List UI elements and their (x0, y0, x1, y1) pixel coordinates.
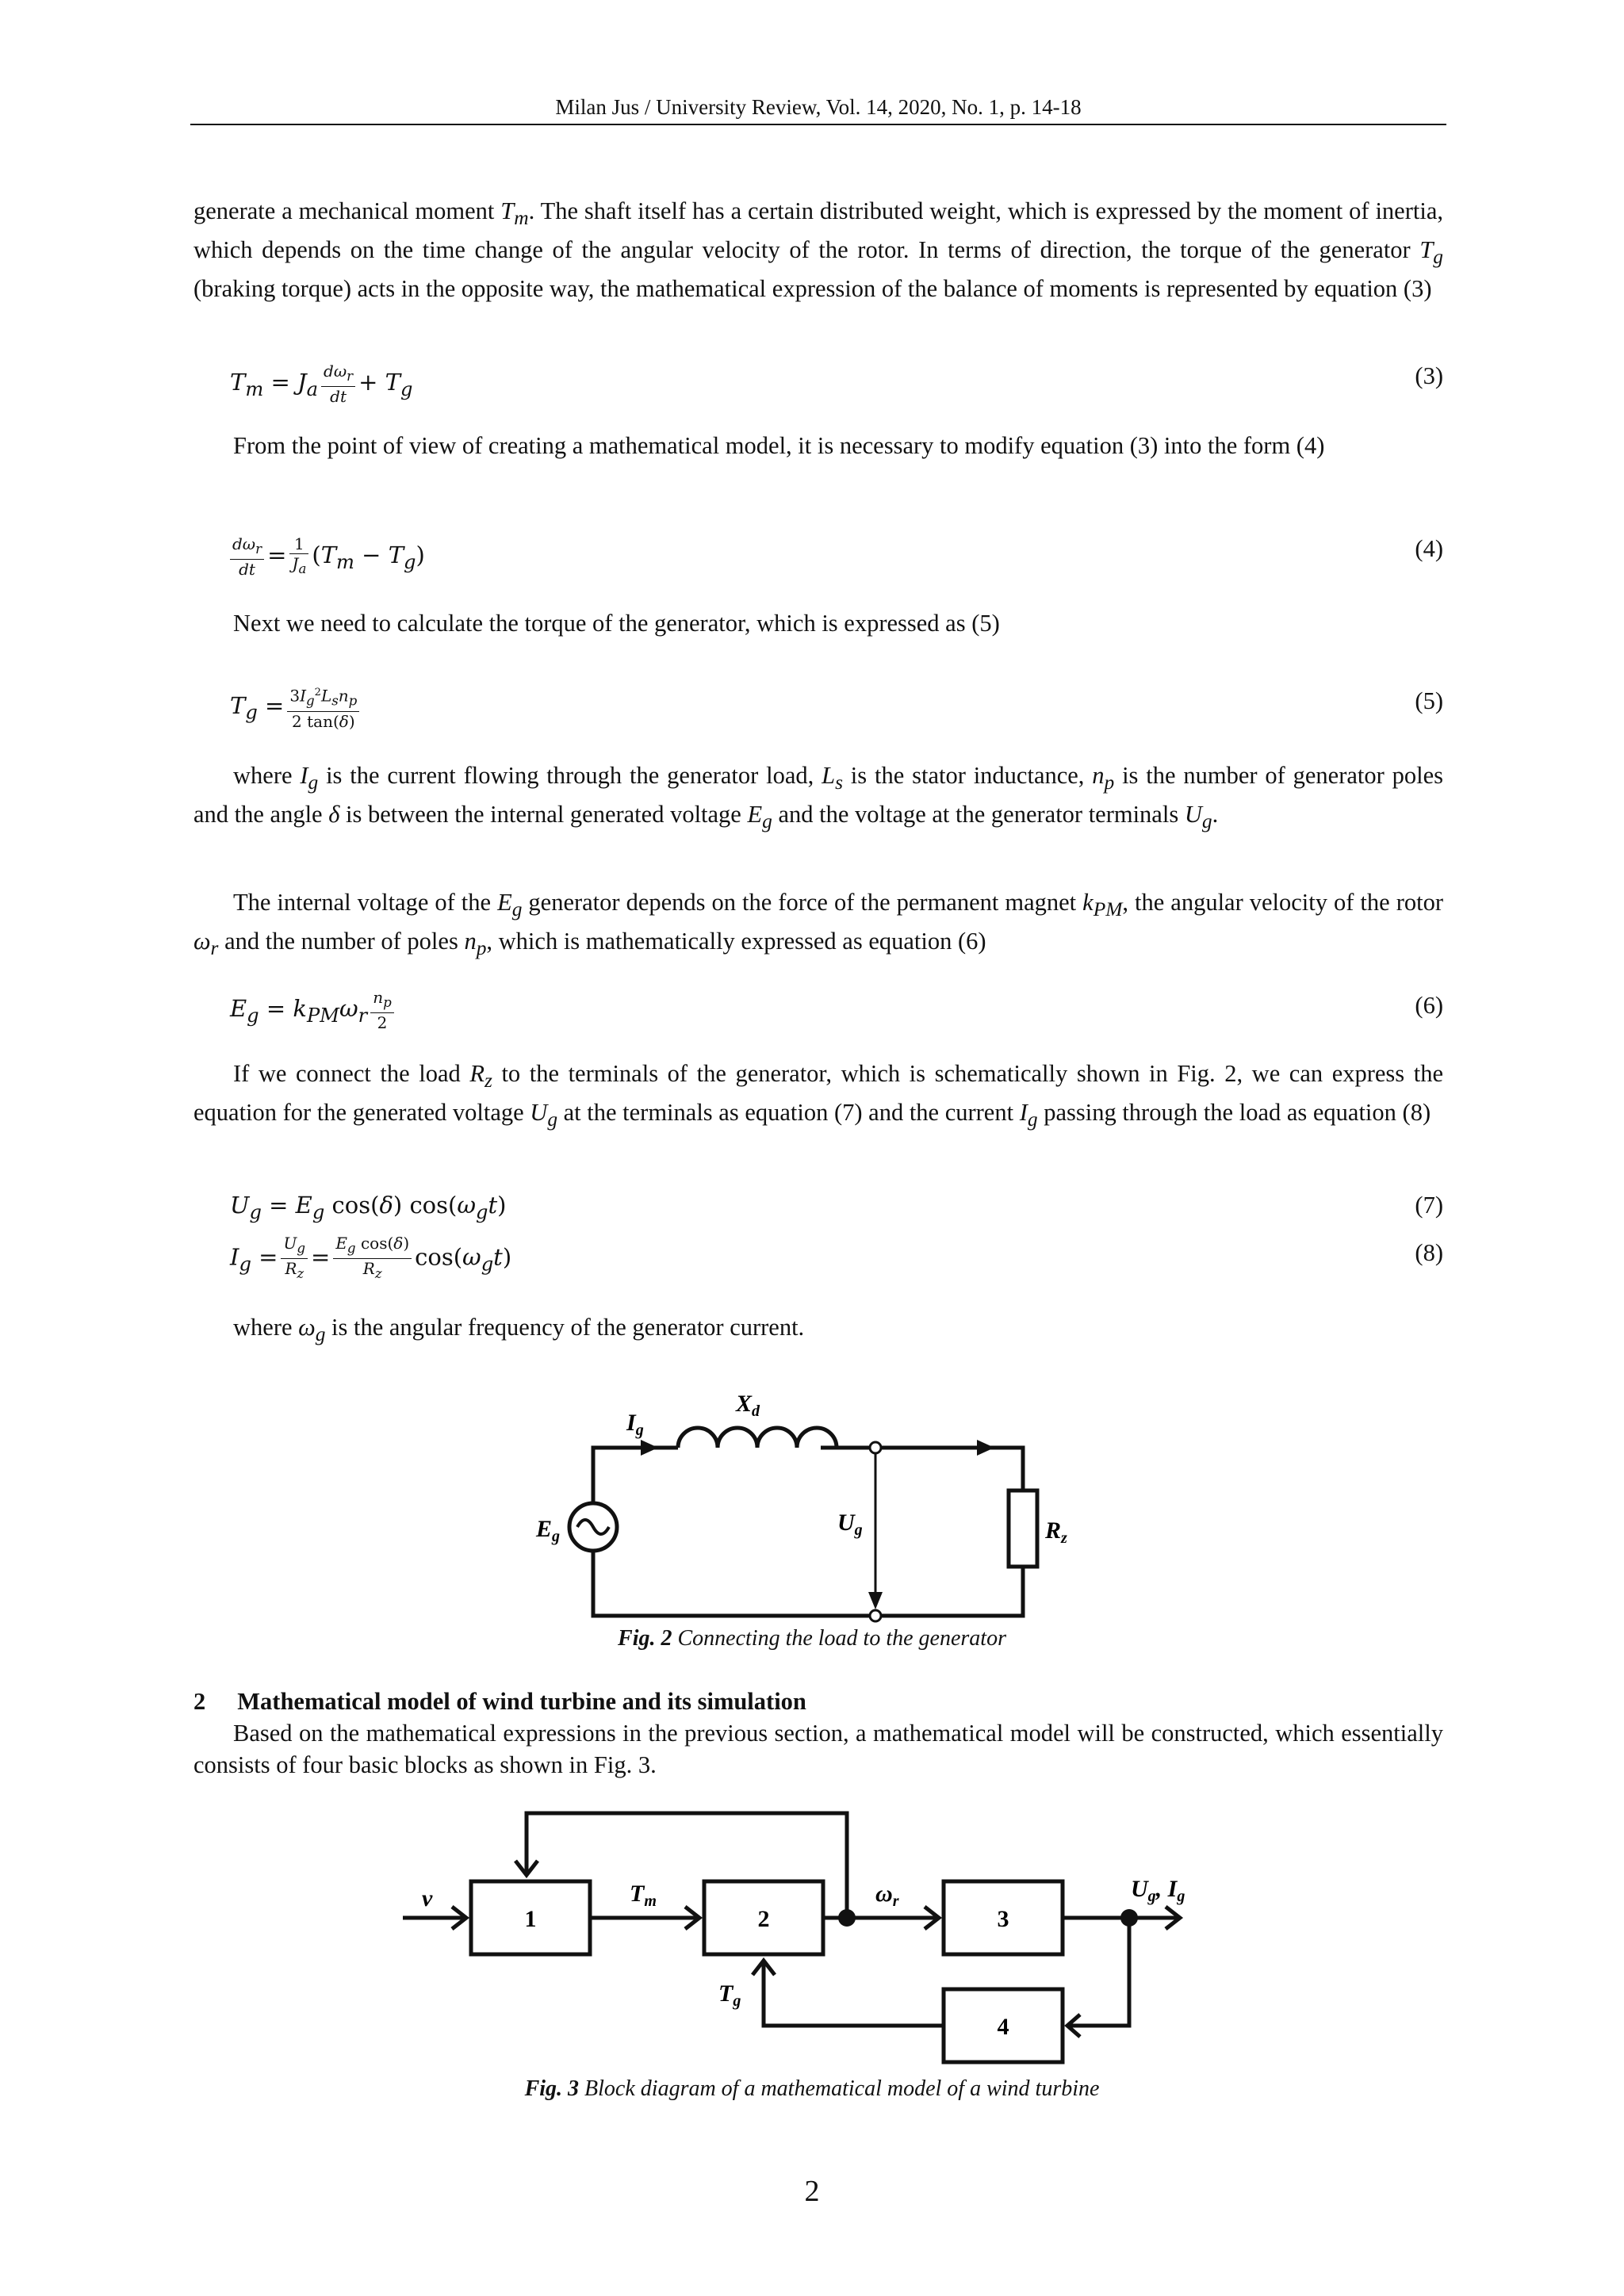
page-number: 2 (804, 2175, 820, 2208)
block-1-label: 1 (524, 1906, 537, 1932)
running-header: Milan Jus / University Review, Vol. 14, 2020, No. 1, p. 14-18 (555, 95, 1082, 119)
paragraph-balance-of-moments: generate a mechanical moment $T_m$. The shaft itself has a certain distributed weight, which is expressed by the moment of inertia, which depends on the time change of the angular velocity of the rotor. In terms of direction, the torque of the generator $T_g$ (braking torque) acts in the opposite way, the mathematical expression of the balance of moments is represented by equation (3) (193, 197, 1443, 303)
block-3-label: 3 (997, 1906, 1009, 1932)
feedback-to-block-4 (1069, 1918, 1129, 2026)
equation-4-number: (4) (1415, 535, 1443, 562)
label-ug: $U_g$ (837, 1510, 863, 1539)
label-tm: $T_m$ (630, 1881, 657, 1910)
label-rz: $R_z$ (1045, 1517, 1067, 1547)
label-eg: $E_g$ (536, 1516, 561, 1545)
paragraph-load-connection: If we connect the load $R_z$ to the terminals of the generator, which is schematically shown in Fig. 2, we can express the equation for the generated voltage $U_g$ at the terminals as equation (7) and the current $I_g$ passing through the load as equation (8) (193, 1060, 1443, 1131)
equation-5: $T_g$ = $\frac{3I_g^2L_sn_p}{2 \tan(\delta)}$ (230, 683, 362, 731)
equation-7: $U_g = E_g$ cos(δ) $\cos(\omega_gt)$ (230, 1192, 507, 1223)
equation-6-number: (6) (1415, 992, 1443, 1019)
paragraph-variable-definitions: where $I_g$ is the current flowing through the generator load, $L_s$ is the stator inductance, $n_p$ is the number of generator poles and the angle δ is between the internal generated voltage $E_g$ and the voltage at the generator terminals $U_g$. (193, 762, 1444, 833)
equation-3-number: (3) (1415, 362, 1443, 389)
equation-8: $I_g$ = $\frac{U_g}{R_z}$ = $\frac{E_g \cos(\delta)}{R_z}$ $\cos(\omega_gt)$ (230, 1234, 512, 1281)
equation-7-number: (7) (1415, 1192, 1443, 1219)
label-tg: $T_g$ (718, 1980, 741, 2010)
section-number: 2 (193, 1688, 206, 1715)
block-2-label: 2 (757, 1906, 770, 1932)
feedback-tg-line (764, 1961, 944, 2026)
label-v: v (422, 1885, 433, 1911)
equation-4: $\frac{d\omega_r}{dt}$ = $\frac{1}{J_a}$ $(T_m - T_g)$ (230, 534, 425, 579)
equation-3: $T_m = J_a$ $\frac{d\omega_r}{dt}$ + $T_g$ (230, 362, 413, 406)
equation-8-number: (8) (1415, 1239, 1443, 1266)
equation-6: $E_g = k_{PM}\omega_r$ $\frac{n_p}{2}$ (230, 988, 397, 1032)
block-4-label: 4 (997, 2014, 1009, 2040)
equation-5-number: (5) (1415, 687, 1443, 714)
paragraph-modify-equation: From the point of view of creating a mathematical model, it is necessary to modify equation (3) into the form (4) (233, 432, 1325, 459)
paragraph-angular-frequency: where $\omega_g$ is the angular frequency of the generator current. (233, 1314, 805, 1346)
label-wr: $\omega_r$ (875, 1881, 899, 1910)
label-ig: $I_g$ (626, 1410, 644, 1439)
paragraph-internal-voltage: The internal voltage of the $E_g$ generator depends on the force of the permanent magnet $k_{PM}$, the angular velocity of the rotor $\omega_r$ and the number of poles $n_p$, which is mathematically expressed as equation (6) (193, 889, 1443, 960)
label-output-ug-ig: $U_g$, $I_g$ (1131, 1876, 1185, 1905)
paragraph-generator-torque: Next we need to calculate the torque of the generator, which is expressed as (5) (233, 610, 1000, 637)
figure-2-caption: Fig. 2 Connecting the load to the generator (618, 1626, 1006, 1651)
paragraph-model-overview: Based on the mathematical expressions in the previous section, a mathematical model will be constructed, which essentially consists of four basic blocks as shown in Fig. 3. (193, 1720, 1443, 1778)
figure-3-caption: Fig. 3 Block diagram of a mathematical model of a wind turbine (524, 2076, 1100, 2101)
section-title: Mathematical model of wind turbine and its simulation (237, 1688, 806, 1715)
label-xd: $X_d$ (736, 1391, 760, 1420)
